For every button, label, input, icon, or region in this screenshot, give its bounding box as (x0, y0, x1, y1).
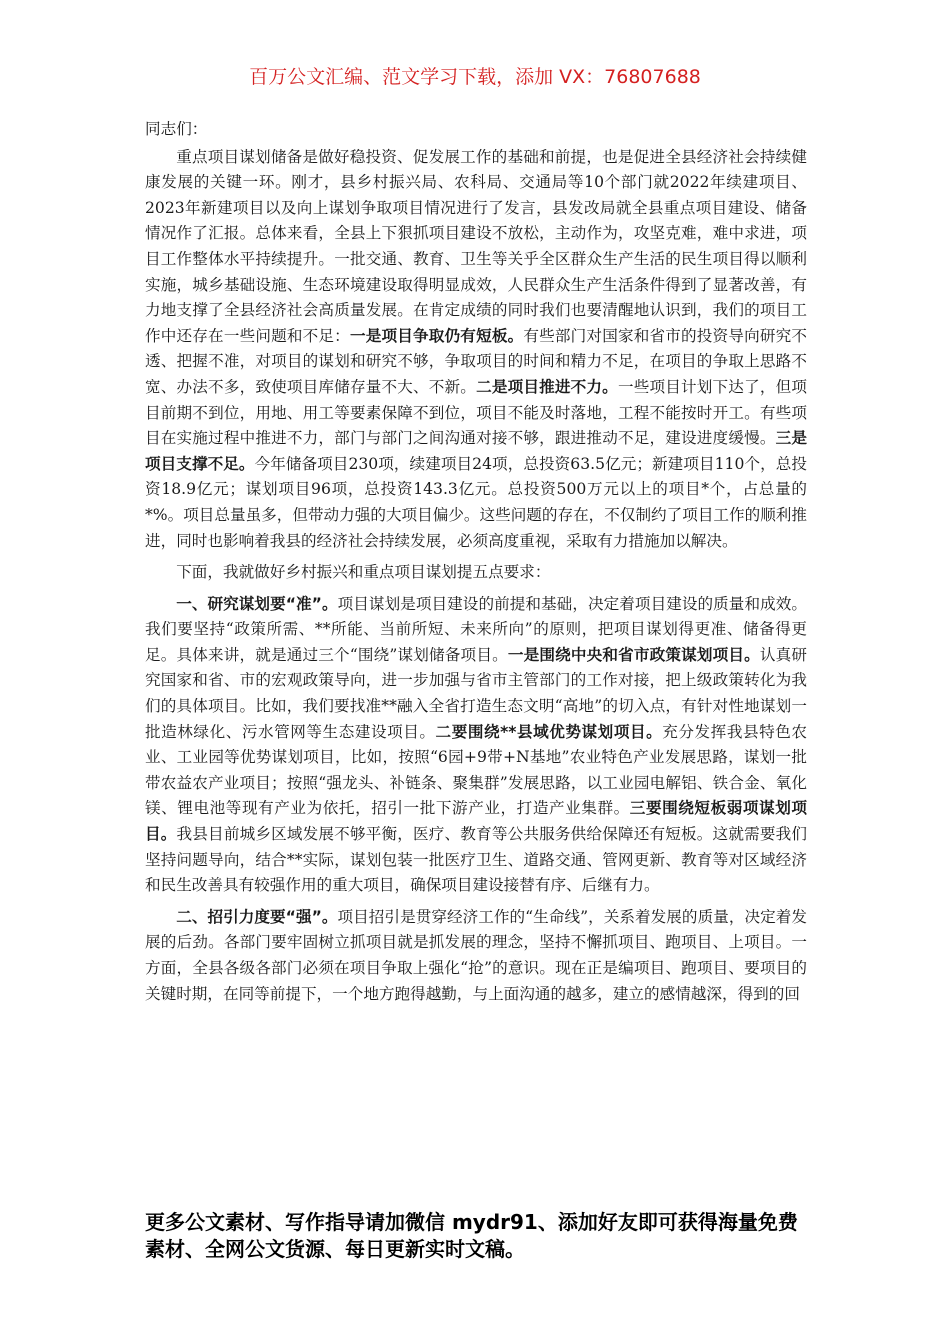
paragraph-text: 认真研究国家和省、市的宏观政策导向，进一步加强与省市主管部门的工作对接，把上级政策转化为我们的具体项目。比如，我们要找准**融入全省打造生态文明“高地”的切入点，有针对性地谋划一批造林绿化、污水管网等生态建设项目。 (145, 645, 807, 741)
footer-promo-note: 更多公文素材、写作指导请加微信 mydr91、添加好友即可获得海量免费素材、全网公文货源、每日更新实时文稿。 (145, 1210, 798, 1261)
paragraph-overview (145, 145, 807, 555)
paragraph-requirement-two (145, 905, 807, 1007)
requirement-heading-two: 二、招引力度要“强”。 (176, 907, 338, 926)
requirement-heading-one: 一、研究谋划要“准”。 (176, 594, 338, 613)
paragraph-transition: 下面，我就做好乡村振兴和重点项目谋划提五点要求： (176, 563, 551, 582)
paragraph-text: 项目谋划是项目建设的前提和基础，决定着项目建设的质量和成效。我们要坚持“政策所需、**所能、当前所短、未来所向”的原则，把项目谋划得更准、储备得更足。具体来讲，就是通过三个“围绕”谋划储备项目。 (145, 594, 807, 664)
bold-point-two: 二是项目推进不力。 (476, 377, 618, 396)
paragraph-text: 有些部门对国家和省市的投资导向研究不透、把握不准，对项目的谋划和研究不够，争取项目的时间和精力不足，在项目的争取上思路不宽、办法不多，致使项目库储存量不大、不新。 (145, 326, 807, 396)
document-body (145, 117, 807, 1007)
paragraph-text: 项目招引是贯穿经济工作的“生命线”，关系着发展的质量，决定着发展的后劲。各部门要牢固树立抓项目就是抓发展的理念，坚持不懈抓项目、跑项目、上项目。一方面，全县各级各部门必须在项目争取上强化“抢”的意识。现在正是编项目、跑项目、要项目的关键时期，在同等前提下，一个地方跑得越勤，与上面沟通的越多，建立的感情越深，得到的回 (145, 907, 807, 1003)
bold-sub-point-three: 三要围绕短板弱项谋划项目。 (145, 799, 807, 844)
paragraph-text: 一些项目计划下达了，但项目前期不到位，用地、用工等要素保障不到位，项目不能及时落地，工程不能按时开工。有些项目在实施过程中推进不力，部门与部门之间沟通对接不够，跟进推动不足，建设进度缓慢。 (145, 377, 807, 448)
bold-point-three: 三是项目支撑不足。 (145, 429, 807, 473)
paragraph-text: 重点项目谋划储备是做好稳投资、促发展工作的基础和前提，也是促进全县经济社会持续健康发展的关键一环。刚才，县乡村振兴局、农科局、交通局等10个部门就2022年续建项目、2023年新建项目以及向上谋划争取项目情况进行了发言，县发改局就全县重点项目建设、储备情况作了汇报。总体来看，全县上下狠抓项目建设不放松，主动作为，攻坚克难，难中求进，项目工作整体水平持续提升。一批交通、教育、卫生等关乎全区群众生产生活的民生项目得以顺利实施，城乡基础设施、生态环境建设取得明显成效，人民群众生产生活条件得到了显著改善，有力地支撑了全县经济社会高质量发展。在肯定成绩的同时我们也要清醒地认识到，我们的项目工作中还存在一些问题和不足： (145, 147, 807, 345)
paragraph-requirement-one (145, 592, 807, 899)
bold-point-one: 一是项目争取仍有短板。 (349, 326, 524, 345)
greeting: 同志们： (145, 120, 208, 138)
paragraph-text: 充分发挥我县特色农业、工业园等优势谋划项目，比如，按照“6园+9带+N基地”农业特色产业发展思路，谋划一批带农益农产业项目；按照“强龙头、补链条、聚集群”发展思路，以工业园电解铝、铁合金、氧化镁、锂电池等现有产业为依托，招引一批下游产业，打造产业集群。 (145, 722, 807, 818)
bold-sub-point-one: 一是围绕中央和省市政策谋划项目。 (507, 645, 760, 664)
bold-sub-point-two: 二要围绕**县域优势谋划项目。 (435, 722, 663, 741)
paragraph-text: 今年储备项目230项，续建项目24项，总投资63.5亿元；新建项目110个，总投资18.9亿元；谋划项目96项，总投资143.3亿元。总投资500万元以上的项目*个，占总量的*%。项目总量虽多，但带动力强的大项目偏少。这些问题的存在，不仅制约了项目工作的顺利推进，同时也影响着我县的经济社会持续发展，必须高度重视，采取有力措施加以解决。 (145, 454, 807, 550)
header-banner: 百万公文汇编、范文学习下载，添加 VX：76807688 (249, 66, 701, 88)
paragraph-text: 我县目前城乡区域发展不够平衡，医疗、教育等公共服务供给保障还有短板。这就需要我们坚持问题导向，结合**实际，谋划包装一批医疗卫生、道路交通、管网更新、教育等对区域经济和民生改善具有较强作用的重大项目，确保项目建设接替有序、后继有力。 (145, 825, 807, 895)
